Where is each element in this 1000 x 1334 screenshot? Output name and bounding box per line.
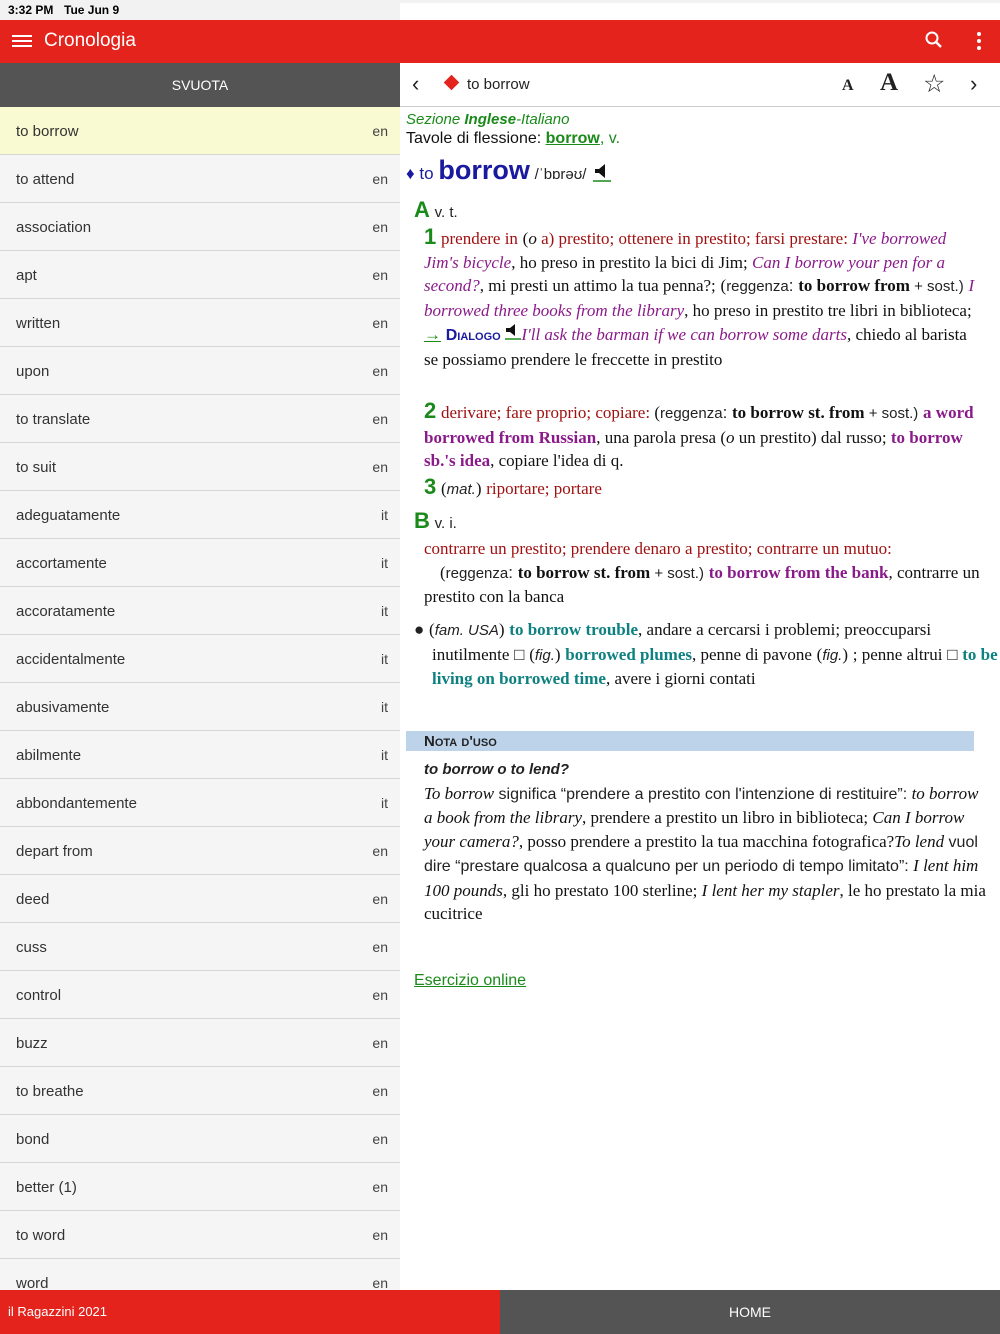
history-list [0, 107, 400, 1290]
history-item-word: control [16, 987, 62, 1004]
history-item-word: to breathe [16, 1083, 84, 1100]
history-item-word: written [16, 315, 61, 332]
sense-3: 3 (mat.) riportare; portare [424, 474, 602, 499]
history-item-word: to attend [16, 171, 75, 188]
history-item-word: association [16, 219, 92, 236]
speaker-icon[interactable] [593, 162, 611, 187]
history-item-lang: en [372, 267, 388, 283]
history-item[interactable] [0, 539, 400, 587]
history-item-word: depart from [16, 843, 93, 860]
history-item-word: to word [16, 1227, 66, 1244]
bullet-icon: ● [414, 620, 425, 639]
history-item-lang: en [372, 1179, 388, 1195]
history-item[interactable] [0, 395, 400, 443]
more-options-icon[interactable] [976, 32, 982, 53]
history-item-lang: en [372, 219, 388, 235]
sense-b: contrarre un prestito; prendere denaro a prestito; contrarre un mutuo: (reggenza: to borrow st. from + sost.) to borrow from the bank, contrarre un prestito con la banca [424, 539, 980, 606]
search-icon[interactable] [924, 30, 944, 55]
history-item-word: to translate [16, 411, 91, 428]
history-item[interactable] [0, 779, 400, 827]
history-item[interactable] [0, 923, 400, 971]
history-item-lang: it [381, 747, 388, 763]
usage-note: to borrow o to lend? To borrow significa “prendere a prestito con l'intenzione di restituire”: to borrow a book from the library, prendere a prestito un libro in biblioteca; Can I borrow your camera?, posso prendere a prestito la tua macchina fotografica?To lend vuol dire “prestare qualcosa a qualcuno per un periodo di tempo limitato”: I lent him 100 pounds, gli ho prestato 100 sterline; I lent her my stapler, le ho prestato la mia cucitrice [424, 761, 986, 923]
history-item[interactable] [0, 635, 400, 683]
history-item[interactable] [0, 491, 400, 539]
history-item-word: abusivamente [16, 699, 110, 716]
history-item-lang: en [372, 1083, 388, 1099]
history-item[interactable] [0, 155, 400, 203]
home-button[interactable]: HOME [500, 1290, 1000, 1334]
inflection-tables: Tavole di flessione: borrow, v. [406, 130, 621, 147]
usage-note-header: Nota d'uso [406, 731, 974, 751]
sense-1: 1 prendere in (o a) prestito; ottenere in prestito; farsi prestare: I've borrowed Jim's bicycle, ho preso in prestito la bici di Jim; Can I borrow your pen for a second?, mi presti un attimo la tua penna?; (reggenza: to borrow from + sost.) I borrowed three books from the library, ho preso in prestito tre libri in biblioteca; → Dialogo I'll ask the barman if we can borrow some darts, chiedo al barista se possiamo prendere le freccette in prestito [424, 224, 975, 369]
history-item[interactable] [0, 347, 400, 395]
history-item[interactable] [0, 1067, 400, 1115]
headword-diamond-icon: ♦ [406, 164, 415, 183]
history-item-word: buzz [16, 1035, 48, 1052]
history-item-word: abilmente [16, 747, 82, 764]
history-item-word: abbondantemente [16, 795, 137, 812]
history-item[interactable] [0, 251, 400, 299]
dialogo-speaker-icon[interactable] [505, 325, 521, 344]
section-label: Sezione Inglese-Italiano [406, 111, 570, 128]
history-item-lang: it [381, 651, 388, 667]
entry-panel [400, 63, 1000, 1290]
history-item-lang: en [372, 987, 388, 1003]
status-date: Tue Jun 9 [64, 3, 120, 17]
history-item-lang: en [372, 459, 388, 475]
history-item[interactable] [0, 1259, 400, 1290]
history-item[interactable] [0, 731, 400, 779]
idioms-bullet: ● (fam. USA) to borrow trouble, andare a cercarsi i problemi; preoccuparsi inutilmente □ (fig.) borrowed plumes, penne di pavone (fig.) ; penne altrui □ to be living on borrowed time, avere i giorni contati [414, 620, 998, 688]
dialogo-arrow-link[interactable]: → [424, 325, 441, 344]
entry-toolbar [400, 63, 1000, 107]
history-item-word: better (1) [16, 1179, 77, 1196]
font-decrease-button[interactable]: A [842, 77, 854, 94]
history-item[interactable] [0, 683, 400, 731]
history-item-lang: it [381, 795, 388, 811]
history-item-word: bond [16, 1131, 50, 1148]
history-item[interactable] [0, 827, 400, 875]
history-item-word: cuss [16, 939, 47, 956]
favorite-star-icon[interactable]: ☆ [923, 70, 946, 98]
sense-2: 2 derivare; fare proprio; copiare: (reggenza: to borrow st. from + sost.) a word borrowed from Russian, una parola presa (o un prestito) dal russo; to borrow sb.'s idea, copiare l'idea di q. [424, 398, 974, 470]
history-item[interactable] [0, 875, 400, 923]
history-item-word: accortamente [16, 555, 107, 572]
clear-history-button[interactable]: SVUOTA [0, 63, 400, 107]
history-item-word: word [16, 1275, 49, 1290]
headword-line: ♦ to borrow /ˈbɒrəʊ/ [406, 155, 611, 187]
bottom-bar [0, 1290, 1000, 1334]
history-item-lang: en [372, 123, 388, 139]
history-item-word: apt [16, 267, 37, 284]
history-item-word: upon [16, 363, 50, 380]
history-item-word: deed [16, 891, 50, 908]
history-item-lang: it [381, 699, 388, 715]
history-item-lang: en [372, 891, 388, 907]
headword: borrow [438, 155, 530, 185]
history-item-lang: en [372, 171, 388, 187]
status-bar [0, 0, 1000, 20]
history-item-lang: en [372, 1035, 388, 1051]
phonetic: /ˈbɒrəʊ/ [534, 166, 587, 183]
forward-arrow-icon[interactable]: › [970, 71, 978, 96]
history-item[interactable] [0, 443, 400, 491]
history-item[interactable] [0, 1115, 400, 1163]
history-item-lang: it [381, 555, 388, 571]
history-item-lang: en [372, 1275, 388, 1290]
sense-a-header: A v. t. [414, 197, 458, 222]
history-item-lang: it [381, 603, 388, 619]
history-item[interactable] [0, 1019, 400, 1067]
online-exercise-link-wrap [414, 968, 526, 993]
app-bar [0, 20, 1000, 63]
online-exercise-link[interactable]: Esercizio online [414, 972, 527, 989]
app-title: Cronologia [44, 30, 136, 51]
history-item-lang: en [372, 1131, 388, 1147]
toolbar-word: to borrow [467, 76, 530, 93]
history-item[interactable] [0, 1163, 400, 1211]
history-item-lang: en [372, 843, 388, 859]
history-item-lang: en [372, 939, 388, 955]
status-time: 3:32 PM [8, 3, 54, 17]
brand-label: il Ragazzini 2021 [0, 1290, 500, 1334]
inflection-link[interactable]: borrow [545, 130, 600, 147]
history-item-word: accidentalmente [16, 651, 126, 668]
font-increase-button[interactable]: A [880, 69, 899, 96]
history-item[interactable] [0, 203, 400, 251]
history-item-word: accoratamente [16, 603, 116, 620]
history-item-lang: en [372, 1227, 388, 1243]
history-item-word: to suit [16, 459, 57, 476]
history-item-lang: en [372, 411, 388, 427]
diamond-icon [444, 75, 460, 91]
history-item[interactable] [0, 299, 400, 347]
back-arrow-icon[interactable]: ‹ [412, 71, 420, 96]
history-item-word: to borrow [16, 123, 79, 140]
dialogo-link[interactable]: Dialogo [445, 327, 501, 344]
history-item[interactable] [0, 971, 400, 1019]
menu-icon[interactable] [12, 32, 32, 50]
history-item-word: adeguatamente [16, 507, 121, 524]
history-item[interactable] [0, 107, 400, 155]
history-item-lang: en [372, 315, 388, 331]
sense-b-header: B v. i. [414, 508, 457, 533]
history-panel [0, 63, 400, 1290]
history-item-lang: en [372, 363, 388, 379]
history-item[interactable] [0, 1211, 400, 1259]
history-item-lang: it [381, 507, 388, 523]
history-item[interactable] [0, 587, 400, 635]
